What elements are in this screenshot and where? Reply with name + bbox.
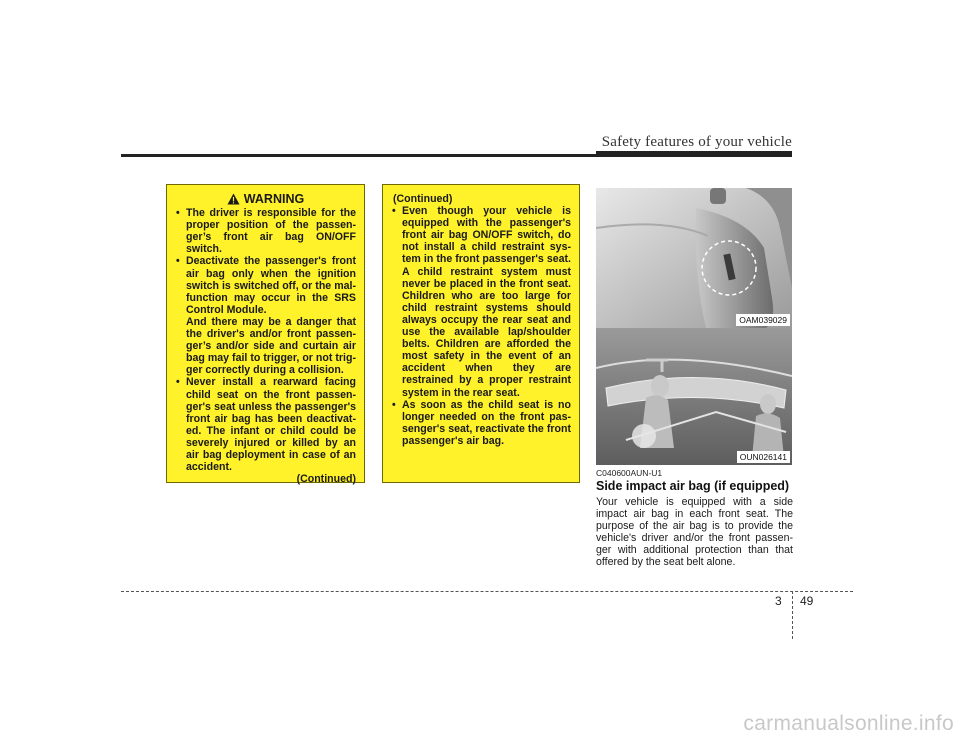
continued-item: • Even though your vehicle is equipped with the passenger's front air bag ON/OFF switch, do not install a child restraint sys-tem in the front passenger's seat. A child restraint system must never be placed in the front seat. Children who are too large for child restraint systems should always occupy the rear seat and use the available lap/shoulder belts. Children are afforded the most safety in the event of an accident when they are restrained by a proper restraint system in the rear seat. xyxy=(391,205,571,399)
seat-side-airbag-image xyxy=(596,188,792,328)
continued-heading: (Continued) xyxy=(393,193,453,205)
footer-dashed-rule xyxy=(121,591,853,592)
warning-heading xyxy=(175,193,356,205)
header-tab-bar xyxy=(596,151,792,157)
continued-warning-box xyxy=(382,184,580,483)
footer-vertical-dashed-rule xyxy=(792,591,793,639)
continued-item: • As soon as the child seat is no longer needed on the front pas-senger's seat, reactivate the front passenger's air bag. xyxy=(391,399,571,447)
image-code-top: OAM039029 xyxy=(736,314,790,326)
section-title: Side impact air bag (if equipped) xyxy=(596,479,790,493)
side-airbag-deployment-image xyxy=(596,328,792,465)
page-header-title: Safety features of your vehicle xyxy=(601,134,792,150)
watermark: carmanualsonline.info xyxy=(743,712,954,735)
image-code-bottom: OUN026141 xyxy=(737,451,790,463)
warning-title: WARNING xyxy=(243,192,305,206)
warning-item: • Never install a rearward facing child seat on the front passen-ger's seat unless the passenger's front air bag has been deactivat-ed. The infant or child could be severely injured or killed by an air bag deployment in case of an accident. xyxy=(175,376,356,473)
page-number: 49 xyxy=(800,594,814,608)
chapter-number: 3 xyxy=(775,594,782,608)
seat-side-airbag-label-icon xyxy=(596,188,792,328)
warning-box xyxy=(166,184,365,486)
warning-item: • Deactivate the passenger's front air bag only when the ignition switch is switched off, or the mal-function may occur in the SRS Control Module. And there may be a danger that the driver's and/or front passen-ger’s and/or side and curtain air bag may fail to trigger, or not trig-ger correctly during a collision. xyxy=(175,255,356,376)
warning-triangle-icon xyxy=(227,193,240,205)
section-body: Your vehicle is equipped with a side impact air bag in each front seat. The purpose of the air bag is to provide the vehicle's driver and/or the front passen-ger with additional protection than that offered by the seat belt alone. xyxy=(596,496,793,569)
continued-label: (Continued) xyxy=(296,473,356,486)
warning-item-continuation: And there may be a danger that the driver's and/or front passen-ger’s and/or side and curtain air bag may fail to trigger, or not trig-ger correctly during a collision. xyxy=(186,315,356,377)
side-airbag-deployment-illustration-icon xyxy=(596,328,792,465)
section-code: C040600AUN-U1 xyxy=(596,468,663,478)
warning-item: • The driver is responsible for the proper position of the passen-ger’s front air bag ON/OFF switch. xyxy=(175,207,356,255)
